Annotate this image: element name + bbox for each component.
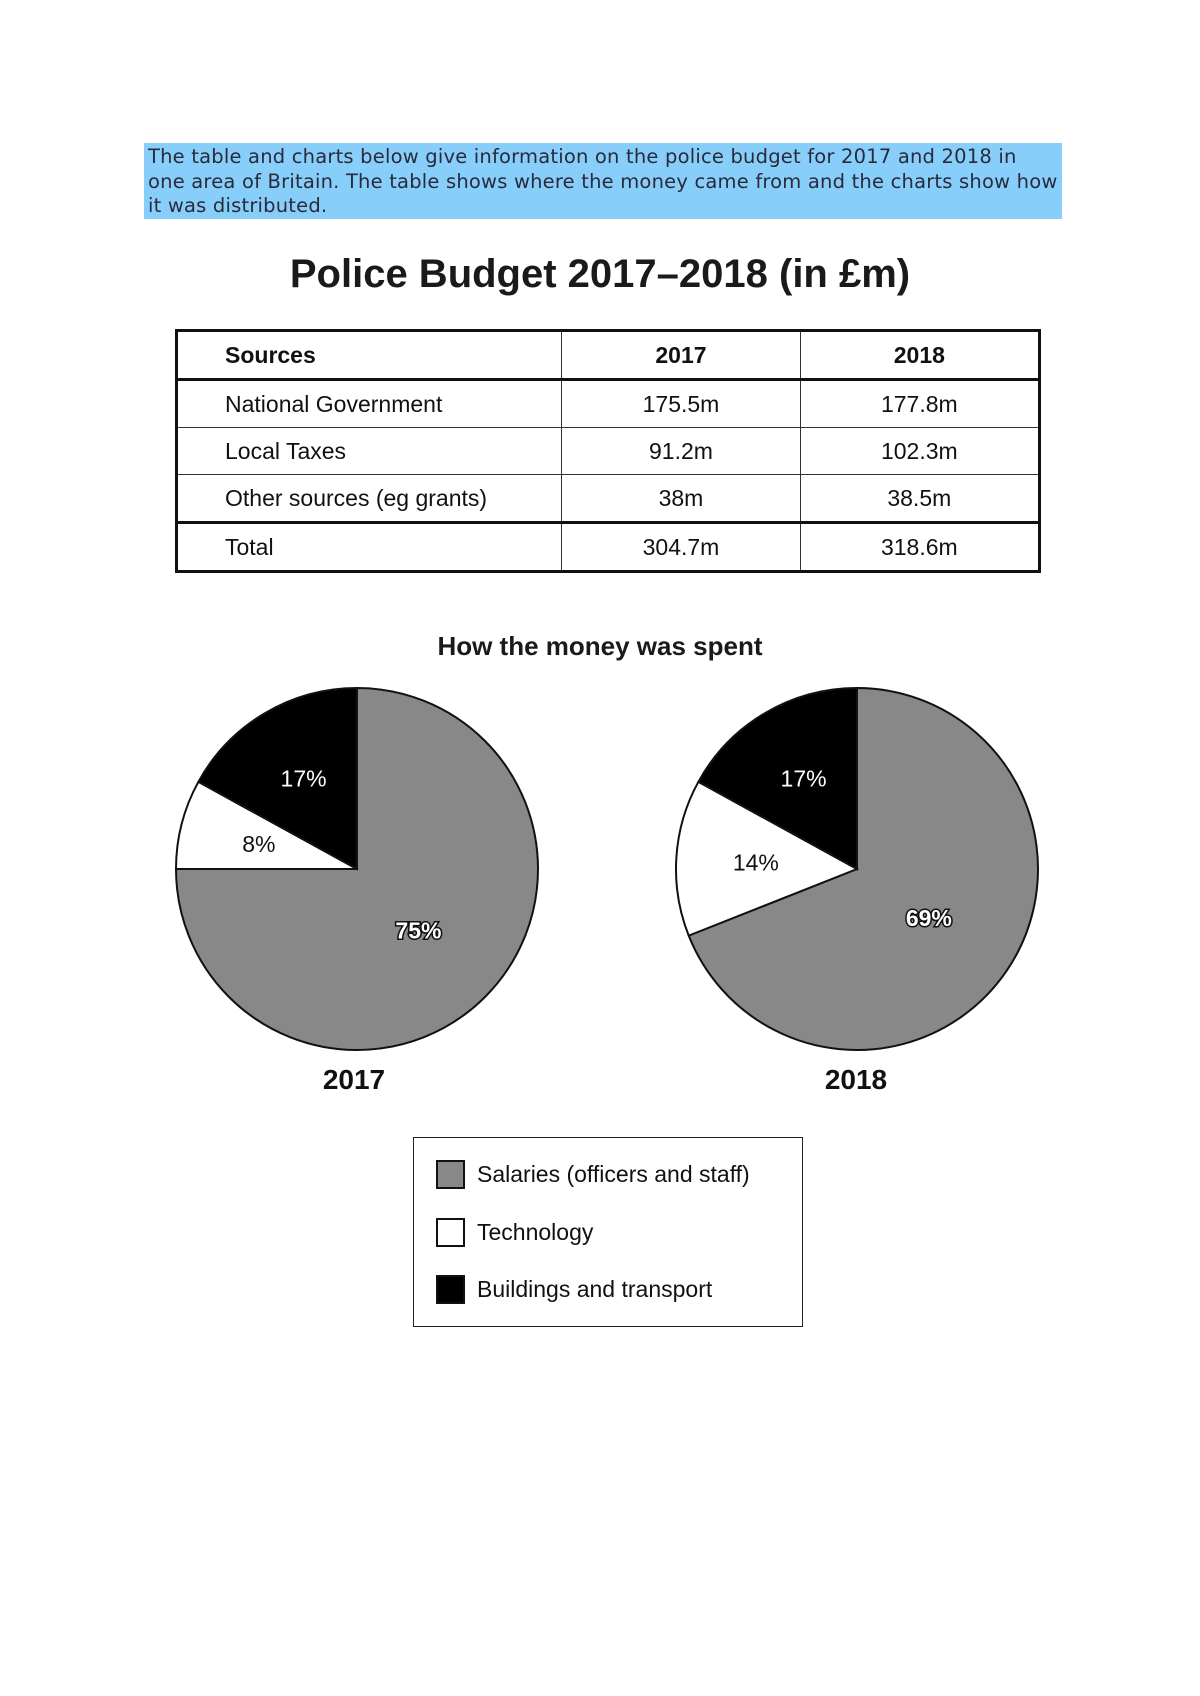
chart-legend	[413, 1137, 803, 1327]
table-cell-source: Local Taxes	[177, 428, 562, 475]
pie-label-2018: 2018	[824, 1064, 888, 1095]
table-header-sources: Sources	[177, 331, 562, 380]
pie-label-technology-2017: 8%	[242, 830, 276, 857]
legend-label-technology: Technology	[477, 1218, 594, 1245]
pie-2018	[676, 688, 1038, 1050]
legend-label-buildings: Buildings and transport	[477, 1275, 713, 1302]
table-cell-2017: 175.5m	[562, 380, 800, 428]
legend-item-salaries	[436, 1158, 750, 1190]
pie-label-salaries-2017: 75%	[395, 917, 442, 944]
table-header-2018: 2018	[800, 331, 1039, 380]
table-header-2017: 2017	[562, 331, 800, 380]
page-title: Police Budget 2017–2018 (in £m)	[289, 252, 911, 296]
pie-label-salaries-2018: 69%	[905, 904, 952, 931]
legend-label-salaries: Salaries (officers and staff)	[477, 1160, 750, 1187]
table-cell-2018: 38.5m	[800, 475, 1039, 523]
legend-item-buildings	[436, 1273, 712, 1305]
table-cell-2018: 102.3m	[800, 428, 1039, 475]
chart-title: How the money was spent	[437, 631, 763, 661]
table-cell-2017: 38m	[562, 475, 800, 523]
legend-swatch-salaries	[436, 1160, 465, 1189]
table-cell-2017: 91.2m	[562, 428, 800, 475]
table-cell-source: Total	[177, 523, 562, 572]
table-cell-source: National Government	[177, 380, 562, 428]
pie-label-buildings-2018: 17%	[780, 765, 827, 792]
pie-label-buildings-2017: 17%	[280, 765, 327, 792]
intro-text: The table and charts below give information on the police budget for 2017 and 2018 in one area of Britain. The table shows where the money came from and the charts show how it was distributed.	[144, 143, 1062, 219]
legend-swatch-technology	[436, 1218, 465, 1247]
legend-swatch-buildings	[436, 1275, 465, 1304]
table-cell-source: Other sources (eg grants)	[177, 475, 562, 523]
legend-item-technology	[436, 1216, 593, 1248]
table-cell-2018: 177.8m	[800, 380, 1039, 428]
pie-2017	[176, 688, 538, 1050]
pie-label-2017: 2017	[322, 1064, 386, 1095]
pie-label-technology-2018: 14%	[732, 849, 779, 876]
table-cell-2018: 318.6m	[800, 523, 1039, 572]
table-cell-2017: 304.7m	[562, 523, 800, 572]
